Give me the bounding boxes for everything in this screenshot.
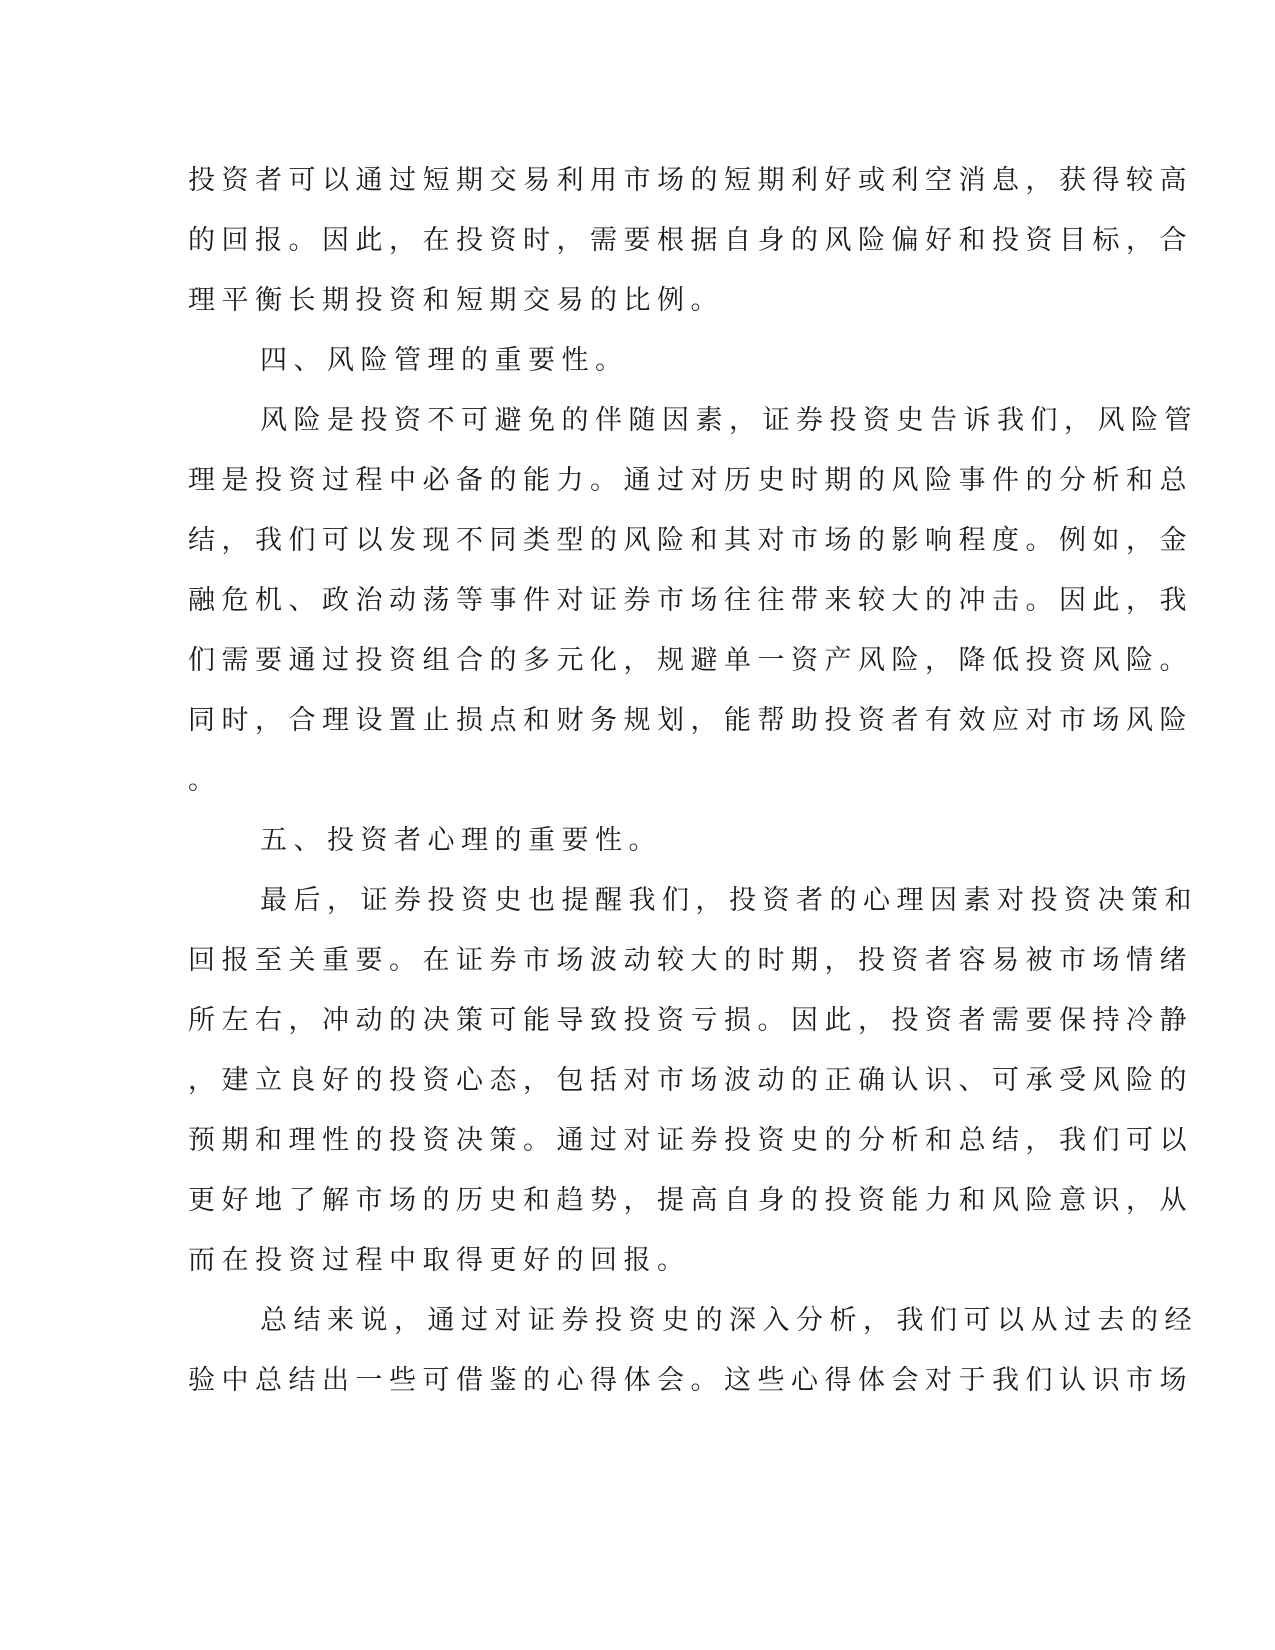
- section-heading-risk-management: 四、风险管理的重要性。: [260, 345, 629, 376]
- text-line: 而在投资过程中取得更好的回报。: [188, 1245, 691, 1276]
- text-line: 验中总结出一些可借鉴的心得体会。这些心得体会对于我们认识市场: [188, 1365, 1193, 1396]
- text-line: 更好地了解市场的历史和趋势，提高自身的投资能力和风险意识，从: [188, 1185, 1193, 1216]
- text-line: 结，我们可以发现不同类型的风险和其对市场的影响程度。例如，金: [188, 525, 1193, 556]
- text-line: 融危机、政治动荡等事件对证券市场往往带来较大的冲击。因此，我: [188, 585, 1193, 616]
- text-line: 所左右，冲动的决策可能导致投资亏损。因此，投资者需要保持冷静: [188, 1005, 1193, 1036]
- section-heading-investor-psychology: 五、投资者心理的重要性。: [260, 825, 662, 856]
- text-line: 同时，合理设置止损点和财务规划，能帮助投资者有效应对市场风险: [188, 705, 1193, 736]
- text-line: 理平衡长期投资和短期交易的比例。: [188, 285, 724, 316]
- text-line: 的回报。因此，在投资时，需要根据自身的风险偏好和投资目标，合: [188, 225, 1193, 256]
- text-line: 最后，证券投资史也提醒我们，投资者的心理因素对投资决策和: [260, 885, 1198, 916]
- text-line: 们需要通过投资组合的多元化，规避单一资产风险，降低投资风险。: [188, 645, 1193, 676]
- text-line: 。: [188, 765, 222, 796]
- text-line: 理是投资过程中必备的能力。通过对历史时期的风险事件的分析和总: [188, 465, 1193, 496]
- text-line: 风险是投资不可避免的伴随因素，证券投资史告诉我们，风险管: [260, 405, 1198, 436]
- text-line: 预期和理性的投资决策。通过对证券投资史的分析和总结，我们可以: [188, 1125, 1193, 1156]
- text-line: 总结来说，通过对证券投资史的深入分析，我们可以从过去的经: [260, 1305, 1198, 1336]
- text-line: ，建立良好的投资心态，包括对市场波动的正确认识、可承受风险的: [188, 1065, 1193, 1096]
- text-line: 投资者可以通过短期交易利用市场的短期利好或利空消息，获得较高: [188, 165, 1193, 196]
- text-line: 回报至关重要。在证券市场波动较大的时期，投资者容易被市场情绪: [188, 945, 1193, 976]
